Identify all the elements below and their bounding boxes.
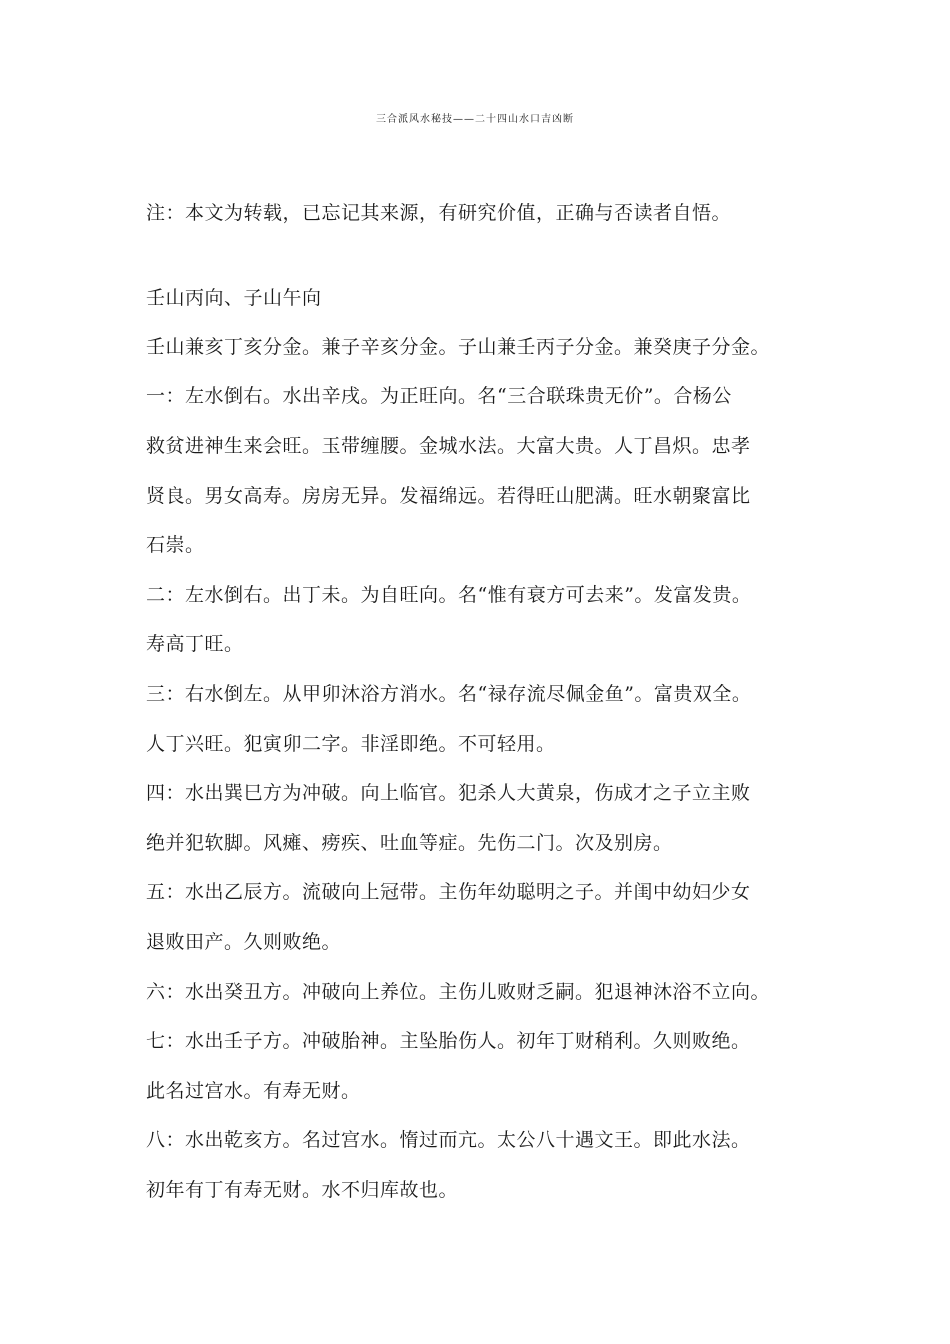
text-line: 绝并犯软脚。风瘫、痨疾、吐血等症。先伤二门。次及别房。 — [146, 832, 673, 854]
text-line: 壬山兼亥丁亥分金。兼子辛亥分金。子山兼壬丙子分金。兼癸庚子分金。 — [146, 336, 771, 358]
text-line: 救贫进神生来会旺。玉带缠腰。金城水法。大富大贵。人丁昌炽。忠孝 — [146, 435, 751, 457]
section-heading: 壬山丙向、子山午向 — [146, 287, 322, 309]
text-line: 六：水出癸丑方。冲破向上养位。主伤儿败财乏嗣。犯退神沐浴不立向。 — [146, 981, 771, 1003]
text-line: 贤良。男女高寿。房房无异。发福绵远。若得旺山肥满。旺水朝聚富比 — [146, 485, 751, 507]
text-line: 四：水出巽巳方为冲破。向上临官。犯杀人大黄泉，伤成才之子立主败 — [146, 782, 751, 804]
source-note: 注：本文为转载，已忘记其来源，有研究价值，正确与否读者自悟。 — [146, 202, 732, 224]
text-line: 退败田产。久则败绝。 — [146, 931, 342, 953]
document-title: 三合派风水秘技——二十四山水口吉凶断 — [376, 114, 574, 125]
text-line: 寿高丁旺。 — [146, 633, 244, 655]
text-line: 人丁兴旺。犯寅卯二字。非淫即绝。不可轻用。 — [146, 733, 556, 755]
text-line: 八：水出乾亥方。名过宫水。惰过而亢。太公八十遇文王。即此水法。 — [146, 1129, 751, 1151]
text-line: 一：左水倒右。水出辛戌。为正旺向。名“三合联珠贵无价”。合杨公 — [146, 385, 732, 407]
text-line: 初年有丁有寿无财。水不归库故也。 — [146, 1179, 459, 1201]
text-line: 七：水出壬子方。冲破胎神。主坠胎伤人。初年丁财稍利。久则败绝。 — [146, 1030, 751, 1052]
text-line: 五：水出乙辰方。流破向上冠带。主伤年幼聪明之子。并闺中幼妇少女 — [146, 881, 751, 903]
text-line: 石崇。 — [146, 534, 205, 556]
text-line: 二：左水倒右。出丁未。为自旺向。名“惟有衰方可去来”。发富发贵。 — [146, 584, 752, 606]
text-line: 此名过宫水。有寿无财。 — [146, 1080, 361, 1102]
text-line: 三：右水倒左。从甲卯沐浴方消水。名“禄存流尽佩金鱼”。富贵双全。 — [146, 683, 752, 705]
